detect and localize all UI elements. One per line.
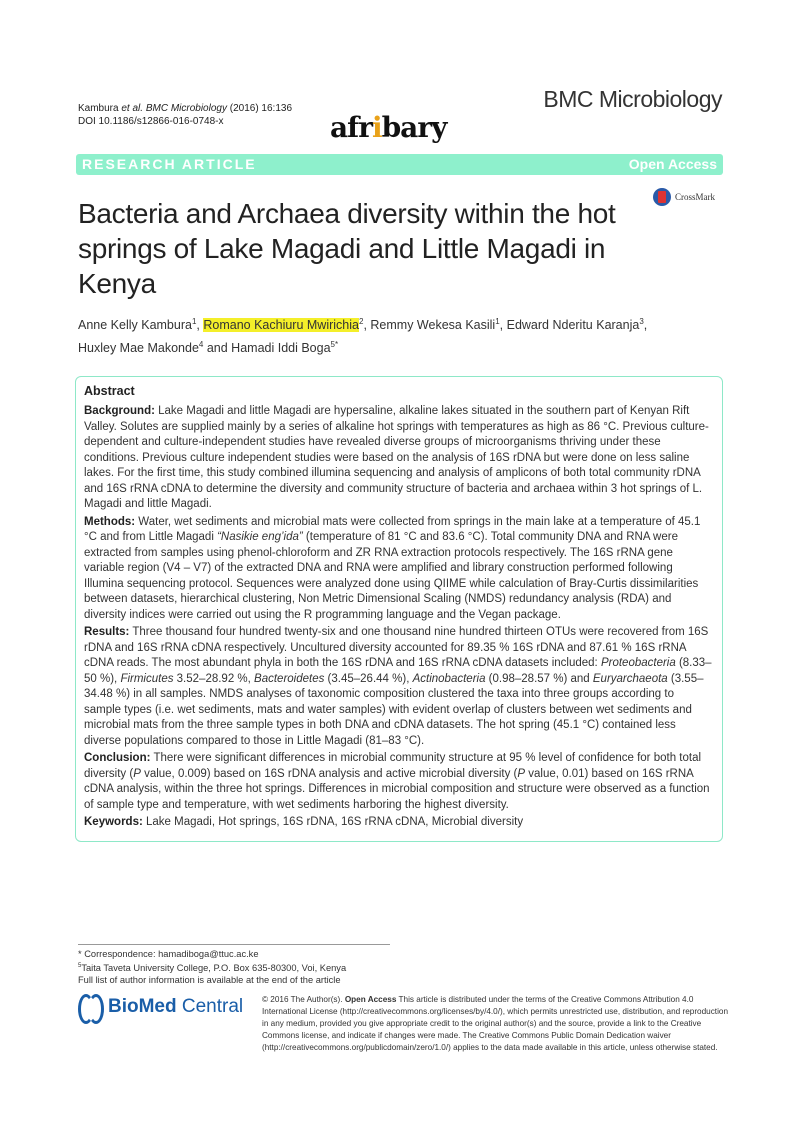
author-affiliation-sup: 5* xyxy=(330,340,339,350)
phylum-name: Bacteroidetes xyxy=(254,672,325,685)
author-separator: and xyxy=(203,341,232,356)
footnote-divider xyxy=(78,944,390,945)
keywords-text: Lake Magadi, Hot springs, 16S rDNA, 16S rRNA cDNA, Microbial diversity xyxy=(142,816,524,828)
affiliation-sup: 5 xyxy=(78,963,82,969)
doi[interactable]: DOI 10.1186/s12866-016-0748-x xyxy=(78,116,224,127)
keywords-label: Keywords: xyxy=(84,816,143,828)
article-type: RESEARCH ARTICLE xyxy=(82,156,257,172)
citation-header xyxy=(78,102,292,128)
article-type-banner xyxy=(76,154,723,175)
background-label: Background: xyxy=(84,405,155,417)
author-affiliation-sup: 1 xyxy=(191,317,197,326)
author-affiliation-sup: 3 xyxy=(639,317,644,326)
author-affiliation-sup: 1 xyxy=(495,317,500,326)
license-open-access: Open Access xyxy=(344,995,397,1004)
results-label: Results: xyxy=(84,626,130,638)
methods-italic: “Nasikie eng’ida” xyxy=(217,531,303,543)
abstract-background xyxy=(84,404,714,513)
publisher-central: Central xyxy=(176,996,244,1017)
results-text: (3.45–26.44 %), xyxy=(324,672,413,685)
abstract-methods xyxy=(84,515,714,624)
biomed-central-logo xyxy=(78,994,243,1020)
watermark-part: afr xyxy=(330,111,372,144)
methods-label: Methods: xyxy=(84,515,136,528)
p-symbol: P xyxy=(133,767,141,780)
license-text: This article is distributed under the terms of the Creative Commons Attribution 4.0 International License (http://creativecommons.org/licenses/by/4.0/), which permits unrestricted use, distribution, and reproduction in any medium, provided you give appropriate credit to the original author(s) and the source, provide a link to the Creative Commons license, and indicate if changes were made. The Creative Commons Public Domain Dedication waiver (http://creativecommons.org/publicdomain/zero/1.0/) applies to the data made available in this article, unless otherwise stated. xyxy=(262,995,729,1052)
author-separator: , xyxy=(363,318,371,333)
phylum-name: Firmicutes xyxy=(120,672,174,685)
results-text: (8.33–50 %), xyxy=(84,657,712,685)
p-symbol: P xyxy=(517,767,526,780)
phylum-name: Proteobacteria xyxy=(600,657,676,669)
author-separator: , xyxy=(196,318,204,333)
journal-name: BMC Microbiology xyxy=(543,86,722,112)
open-access-label: Open Access xyxy=(628,156,717,172)
publisher-bio: BioMed xyxy=(108,996,177,1017)
abstract-results xyxy=(84,625,714,749)
author-name: Hamadi Iddi Boga xyxy=(231,341,331,356)
full-author-info-note: Full list of author information is available at the end of the article xyxy=(78,975,341,986)
conclusion-text: value, 0.009) based on 16S rDNA analysis and active microbial diversity ( xyxy=(140,767,518,780)
citation-authors: Kambura xyxy=(78,103,119,114)
methods-text: Water, wet sediments and microbial mats were collected from springs in the main lake at a temperature of 45.1 °C and from Little Magadi xyxy=(84,515,701,543)
citation-volume: (2016) 16:136 xyxy=(226,103,293,114)
results-text: 3.52–28.92 %, xyxy=(173,672,255,685)
author-list xyxy=(78,312,728,358)
conclusion-text: There were significant differences in microbial community structure at 95 % level of confidence for both total diversity ( xyxy=(84,752,702,780)
abstract-heading: Abstract xyxy=(84,384,135,398)
phylum-name: Euryarchaeota xyxy=(592,672,668,685)
conclusion-label: Conclusion: xyxy=(84,752,151,764)
crossmark-icon xyxy=(653,188,671,206)
article-title: Bacteria and Archaea diversity within the hot springs of Lake Magadi and Little Magadi in Kenya xyxy=(78,198,616,299)
affiliation-text: Taita Taveta University College, P.O. Box 635-80300, Voi, Kenya xyxy=(81,963,347,974)
author-separator: , xyxy=(499,318,507,333)
crossmark-label: CrossMark xyxy=(675,192,715,202)
watermark-part: i xyxy=(371,111,382,144)
conclusion-text: value, 0.01) based on 16S rRNA cDNA analysis, within the three hot springs. Differences in microbial composition and structure were observed as a function of sample type and temperature, with wet sediments harboring the highest diversity. xyxy=(84,767,710,811)
author-name: Anne Kelly Kambura xyxy=(78,318,192,333)
watermark-part: bary xyxy=(381,111,447,144)
author-name: Huxley Mae Makonde xyxy=(78,341,199,356)
results-text: (3.55–34.48 %) in all samples. NMDS analyses of taxonomic composition clustered the taxa into three groups according to sample types (i.e. wet sediments, mats and water samples) with evident overlap of clusters between wet sediments and microbial mats from the three sample types in both DNA and cDNA datasets. The hot spring (45.1 °C) contained less diverse populations compared to those in Little Magadi (81–83 °C). xyxy=(84,672,704,747)
author-name: Edward Nderitu Karanja xyxy=(506,318,640,333)
results-text: Three thousand four hundred twenty-six and one thousand nine hundred thirteen OTUs were recovered from 16S rDNA and 16S rRNA cDNA respectively. Uncultured diversity accounted for 89.35 % 16S rDNA and 87.61 % 16S rRNA cDNA reads. The most abundant phyla in both the 16S rDNA and 16S rRNA cDNA datasets included: xyxy=(84,626,709,669)
biomed-central-wordmark xyxy=(108,996,243,1018)
abstract-box xyxy=(75,376,723,842)
watermark-logo xyxy=(330,112,446,144)
biomed-central-icon xyxy=(78,994,104,1020)
author-affiliation-sup: 2 xyxy=(358,317,364,326)
author-name: Remmy Wekesa Kasili xyxy=(370,318,496,333)
affiliation xyxy=(78,960,346,974)
author-name: Romano Kachiuru Mwirichia xyxy=(203,318,359,333)
crossmark-badge[interactable] xyxy=(653,188,715,206)
phylum-name: Actinobacteria xyxy=(412,672,486,685)
author-separator: , xyxy=(643,318,648,333)
background-text: Lake Magadi and little Magadi are hypersaline, alkaline lakes situated in the southern part of Kenyan Rift Valley. Solutes are supplied mainly by a series of alkaline hot springs with temperatures as high as 86 °C. Previous culture-dependent and culture-independent studies have revealed diverse groups of microorganisms thriving under these conditions. Previous culture independent studies were based on the analysis of 16S rDNA but were done on less saline lakes. For the first time, this study combined illumina sequencing and analysis of amplicons of both total community rDNA and 16S rRNA cDNA to determine the diversity and community structure of bacteria and archaea within 3 hot springs of L. Magadi and little Magadi. xyxy=(84,405,709,510)
results-text: (0.98–28.57 %) and xyxy=(485,672,593,685)
correspondence: * Correspondence: hamadiboga@ttuc.ac.ke xyxy=(78,949,259,959)
license-statement xyxy=(262,994,732,1054)
footnotes xyxy=(78,948,346,986)
citation-journal: BMC Microbiology xyxy=(145,103,227,114)
author-affiliation-sup: 4 xyxy=(198,340,204,350)
methods-text: (temperature of 81 °C and 83.6 °C). Total community DNA and RNA were extracted from samples using phenol-chloroform and ZR RNA extraction protocols respectively. The 16S rRNA gene variable region (V4 – V7) of the extracted DNA and RNA were amplified and library construction performed following Illumina sequencing protocol. Sequences were analyzed done using QIIME while calculation of Bray-Curtis dissimilarities between datasets, hierarchical clustering, Non Metric Dimensional Scaling (NMDS) redundancy analysis (RDA) and diversity indices were carried out using the R programming language and the Vegan package. xyxy=(84,531,699,621)
citation-etal: et al. xyxy=(121,103,144,114)
abstract-keywords xyxy=(84,815,714,831)
copyright: © 2016 The Author(s). xyxy=(262,995,345,1004)
abstract-conclusion xyxy=(84,751,714,813)
